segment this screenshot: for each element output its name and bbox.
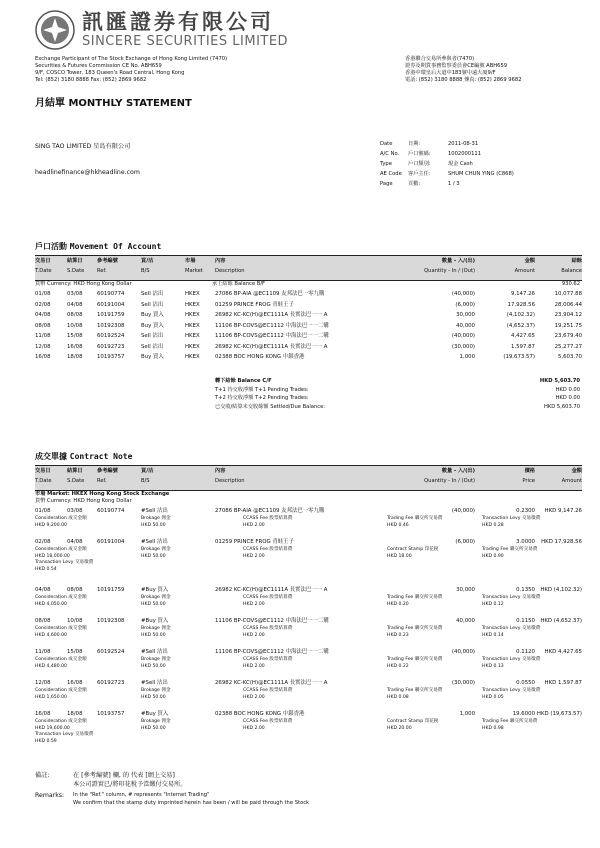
cell-amount: 17,928.56 [507, 301, 535, 308]
cell-tdate: 12/08 [35, 343, 51, 350]
movement-bf-value: 930.62 [561, 281, 580, 287]
cell-market: HKEX [185, 333, 200, 339]
cell-qty: (40,000) [451, 333, 475, 339]
cell-sdate: 04/08 [67, 301, 83, 308]
company-name-en: SINCERE SECURITIES LIMITED [82, 34, 289, 49]
movement-col-header-en: Quantity - In / (Out) [424, 268, 475, 274]
meta-value: SHUM CHUN YING (C868) [448, 171, 514, 177]
movement-col-header-zh: 結算日 [67, 258, 83, 264]
consid-label: Consideration 成交金額 [35, 547, 87, 552]
cell-qty: 30,000 [456, 587, 475, 593]
cell-price: 0.0550 [516, 680, 535, 686]
meta-label: A/C No. [380, 151, 400, 157]
cell-qty: (40,000) [451, 508, 475, 514]
cell-amount: (4,652.37) [506, 322, 535, 329]
contract-col-header-en: S.Date [67, 478, 85, 484]
cell-sdate: 15/08 [67, 333, 83, 339]
cell-bs: #Buy 買入 [141, 618, 169, 624]
ccass-label: CCASS Fee 股票結算費 [243, 595, 293, 600]
table-row [35, 332, 582, 340]
consid-label: Consideration 成交金額 [35, 688, 87, 693]
meta-label-zh: 客戶主任: [408, 171, 431, 177]
cell-desc: 02388 BOC HONG KONG 中銀香港 [215, 354, 305, 360]
cell-bs: #Sell 沽出 [141, 508, 168, 514]
remarks-zh-2: 本公司證實已/將印花稅予當繳付交易所。 [73, 781, 187, 788]
summary-label: 轉下結餘 Balance C/F [215, 378, 272, 384]
brok-label: Brokage 佣金 [141, 719, 171, 724]
ccass-label: CCASS Fee 股票結算費 [243, 516, 293, 521]
cell-desc: 11106 BP-COVS@EC1112 中海法巴一一二購 [215, 322, 329, 329]
movement-col-header-zh: 買/沽 [141, 258, 154, 264]
contract-col-header-zh: 結算日 [67, 468, 83, 474]
cell-qty: (6,000) [455, 301, 475, 308]
fee4-value: HKD 0.28 [482, 522, 504, 528]
brok-label: Brokage 佣金 [141, 657, 171, 662]
cell-ref: 10193757 [97, 711, 125, 717]
contract-col-header-en: B/S [141, 478, 150, 484]
movement-title-en: Movement Of Account [69, 242, 162, 251]
contract-currency: 貨幣 Currency: HKD Hong Kong Dollar [35, 498, 132, 504]
ccass-value: HKD 2.00 [243, 694, 265, 700]
meta-label: Page [380, 181, 393, 187]
statement-title: 月結單 MONTHLY STATEMENT [35, 98, 192, 109]
client-email: headlinefinance@hkheadline.com [35, 169, 140, 176]
brok-value: HKD 50.00 [141, 632, 166, 638]
movement-col-header-en: S.Date [67, 268, 85, 274]
cell-qty: (6,000) [455, 539, 475, 545]
contract-col-header-en: Amount [561, 478, 582, 484]
summary-value: HKD 5,603.70 [539, 378, 580, 384]
ccass-value: HKD 2.00 [243, 601, 265, 607]
cell-qty: (40,000) [451, 291, 475, 297]
ccass-value: HKD 2.00 [243, 663, 265, 669]
cell-bs: Sell 沽出 [141, 301, 164, 308]
cell-ref: 10192308 [97, 618, 125, 624]
contract-col-header-zh: 價格 [524, 468, 535, 474]
contract-title-zh: 成交單據 [35, 452, 67, 461]
info-line: 香港聯合交易所參與者(7470) [405, 56, 475, 62]
fee3-value: HKD 0.08 [387, 694, 409, 700]
info-line: 證券及期貨事務監察委員會CE編號 ABH659 [405, 63, 508, 69]
brok-value: HKD 50.00 [141, 553, 166, 559]
movement-col-header-zh: 數量 - 入/(出) [441, 258, 475, 264]
cell-amount: HKD (4,652.37) [540, 618, 582, 624]
movement-col-header-en: T.Date [35, 268, 52, 274]
summary-label: 已交收/結算未交收餘額 Settled/Due Balance: [215, 403, 326, 410]
cell-balance: 23,679.40 [554, 333, 582, 339]
company-logo [35, 10, 75, 50]
cell-bs: Sell 沽出 [141, 333, 164, 339]
cell-desc: 26982 KC-KC(H)@EC1111A 長實法巴一一 A [215, 312, 328, 318]
fee5-label: Transaction Levy 交易徵費 [35, 560, 94, 565]
consid-value: HKD 4,480.00 [35, 663, 67, 669]
contract-row [35, 587, 582, 619]
cell-sdate: 03/08 [67, 508, 83, 514]
meta-label-zh: 戶口號碼: [408, 151, 431, 157]
meta-value: 1002000111 [448, 151, 482, 157]
cell-tdate: 12/08 [35, 680, 51, 686]
brok-label: Brokage 佣金 [141, 595, 171, 600]
contract-col-header-zh: 數量 - 入/(出) [441, 468, 475, 474]
movement-col-header-en: Ref. [97, 268, 107, 274]
cell-tdate: 08/08 [35, 618, 51, 624]
cell-bs: Sell 沽出 [141, 291, 164, 297]
cell-ref: 10192308 [97, 322, 125, 329]
cell-amount: HKD 4,427.65 [544, 649, 582, 655]
cell-amount: (4,102.32) [506, 312, 535, 318]
fee4-value: HKD 0.98 [482, 725, 504, 731]
movement-title [35, 242, 161, 252]
contract-col-header-zh: 參考編號 [97, 468, 118, 474]
cell-bs: Buy 買入 [141, 322, 164, 329]
meta-label-zh: 日期: [408, 141, 421, 147]
contract-title-en: Contract Note [69, 452, 133, 461]
contract-market: 市場 Market: HKEX Hong Kong Stock Exchange [35, 491, 170, 497]
ccass-label: CCASS Fee 股票結算費 [243, 688, 293, 693]
consid-label: Consideration 成交金額 [35, 719, 87, 724]
remarks-label-en: Remarks: [35, 792, 65, 799]
fee4-label: Transaction Levy 交易徵費 [482, 516, 541, 521]
brok-value: HKD 50.00 [141, 725, 166, 731]
meta-label-zh: 頁數: [408, 181, 421, 187]
cell-qty: 1,000 [459, 711, 475, 717]
movement-col-header-zh: 市場 [185, 258, 196, 264]
cell-qty: (40,000) [451, 649, 475, 655]
cell-balance: 10,077.88 [554, 291, 582, 297]
cell-qty: 40,000 [456, 322, 475, 329]
fee4-label: Transaction Levy 交易徵費 [482, 626, 541, 631]
ccass-value: HKD 2.00 [243, 522, 265, 528]
cell-sdate: 04/08 [67, 539, 83, 545]
movement-col-header-en: Amount [514, 268, 535, 274]
cell-tdate: 01/08 [35, 508, 51, 514]
remarks-zh-1: 在 [參考編號] 欄, 的 代表 [網上交易] [73, 772, 175, 779]
info-line: Exchange Participant of The Stock Exchange of Hong Kong Limited (7470) [35, 56, 228, 62]
cell-desc: 27086 BP-AIA @EC1109 友邦法巴一零九購 [215, 291, 325, 297]
cell-bs: Buy 買入 [141, 354, 164, 360]
fee3-value: HKD 18.00 [387, 553, 412, 559]
table-row [35, 322, 582, 330]
contract-row [35, 618, 582, 650]
consid-value: HKD 4,600.00 [35, 632, 67, 638]
movement-title-zh: 戶口活動 [35, 242, 67, 251]
info-line: Tel: (852) 3180 8888 Fax: (852) 2869 9682 [35, 77, 147, 83]
cell-tdate: 04/08 [35, 312, 51, 318]
contract-col-header-zh: 內容 [215, 468, 226, 474]
movement-currency: 貨幣 Currency: HKD Hong Kong Dollar [35, 281, 132, 287]
cell-qty: (30,000) [451, 343, 475, 350]
contract-col-header-en: Ref. [97, 478, 107, 484]
cell-balance: 28,006.44 [554, 301, 582, 308]
cell-balance: 5,603.70 [557, 354, 582, 360]
fee4-label: Trading Fee 聯交所交易費 [482, 719, 538, 724]
cell-desc: 02388 BOC HONG KONG 中銀香港 [215, 711, 305, 717]
brok-label: Brokage 佣金 [141, 516, 171, 521]
company-info-en [35, 56, 227, 84]
movement-col-header-en: B/S [141, 268, 150, 274]
brok-label: Brokage 佣金 [141, 547, 171, 552]
table-row [35, 290, 582, 298]
fee5-label: Transaction Levy 交易徵費 [35, 732, 94, 737]
table-row [35, 301, 582, 309]
fee3-value: HKD 0.22 [387, 663, 409, 669]
movement-col-header-zh: 交易日 [35, 258, 51, 264]
remarks-en-1: In the "Ref." column, # represents "Internet Trading" [73, 792, 210, 798]
brok-label: Brokage 佣金 [141, 626, 171, 631]
contract-col-header-en: Price [522, 478, 535, 484]
cell-amount: HKD 1,597.87 [544, 680, 582, 686]
cell-desc: 01259 PRINCE FROG 青蛙王子 [215, 301, 294, 308]
cell-bs: #Buy 買入 [141, 587, 169, 593]
cell-tdate: 01/08 [35, 291, 51, 297]
cell-qty: 40,000 [456, 618, 475, 624]
cell-sdate: 15/08 [67, 649, 83, 655]
consid-value: HKD 18,000.00 [35, 553, 70, 559]
contract-row [35, 649, 582, 681]
cell-sdate: 10/08 [67, 618, 83, 624]
cell-tdate: 04/08 [35, 587, 51, 593]
cell-qty: 1,000 [459, 354, 475, 360]
ccass-label: CCASS Fee 股票結算費 [243, 547, 293, 552]
cell-amount: (19,673.57) [503, 354, 535, 360]
cell-ref: 60192723 [97, 680, 125, 686]
cell-qty: (30,000) [451, 680, 475, 686]
cell-balance: 25,277.27 [554, 343, 582, 350]
consid-label: Consideration 成交金額 [35, 626, 87, 631]
movement-col-header-en: Description [215, 268, 245, 274]
remarks-label-zh: 備註: [35, 772, 50, 779]
fee5-value: HKD 0.59 [35, 738, 57, 744]
brok-label: Brokage 佣金 [141, 688, 171, 693]
consid-label: Consideration 成交金額 [35, 595, 87, 600]
cell-amount: HKD 9,147.26 [544, 508, 582, 514]
cell-amount: HKD (4,102.32) [540, 587, 582, 593]
cell-tdate: 02/08 [35, 539, 51, 545]
consid-value: HKD 1,650.00 [35, 694, 67, 700]
brok-value: HKD 50.00 [141, 694, 166, 700]
movement-col-header-zh: 內容 [215, 258, 226, 264]
movement-bf-label: 承上結餘 Balance B/F [212, 281, 266, 287]
contract-col-header-en: Quantity - In / (Out) [424, 478, 475, 484]
cell-price: 19.6000 [512, 711, 535, 717]
table-row [35, 311, 582, 319]
cell-amount: HKD (19,673.57) [536, 711, 582, 717]
fee3-label: Trading Fee 聯交所交易費 [387, 626, 443, 631]
cell-desc: 27086 BP-AIA @EC1109 友邦法巴一零九購 [215, 508, 325, 514]
info-line: Securities & Futures Commission CE No. ABH659 [35, 63, 162, 69]
cell-ref: 60190774 [97, 508, 125, 514]
cell-sdate: 16/08 [67, 343, 83, 350]
movement-col-header-zh: 參考編號 [97, 258, 118, 264]
meta-value: 2011-08-31 [448, 141, 479, 147]
info-line: 香港中環皇后大道中183號中遠大廈9/F [405, 70, 496, 76]
cell-amount: 4,427.65 [510, 333, 535, 339]
cell-sdate: 08/08 [67, 312, 83, 318]
cell-sdate: 18/08 [67, 711, 83, 717]
meta-label-zh: 戶口類別: [408, 161, 431, 167]
fee4-value: HKD 0.05 [482, 694, 504, 700]
cell-bs: Sell 沽出 [141, 343, 164, 350]
cell-ref: 60191004 [97, 539, 125, 545]
cell-market: HKEX [185, 322, 200, 329]
cell-tdate: 08/08 [35, 322, 51, 329]
ccass-value: HKD 2.00 [243, 632, 265, 638]
consid-value: HKD 9,200.00 [35, 522, 67, 528]
cell-qty: 30,000 [456, 312, 475, 318]
fee4-value: HKD 0.14 [482, 632, 504, 638]
contract-col-header-en: T.Date [35, 478, 52, 484]
fee4-label: Transaction Levy 交易徵費 [482, 595, 541, 600]
cell-tdate: 16/08 [35, 711, 51, 717]
consid-label: Consideration 成交金額 [35, 657, 87, 662]
company-info-zh [405, 56, 522, 84]
summary-value: HKD 0.00 [555, 395, 580, 401]
contract-col-header-zh: 買/沽 [141, 468, 154, 474]
cell-market: HKEX [185, 343, 200, 350]
consid-value: HKD 19,600.00 [35, 725, 70, 731]
cell-ref: 60192524 [97, 649, 125, 655]
contract-title [35, 452, 132, 462]
cell-sdate: 08/08 [67, 587, 83, 593]
fee3-value: HKD 0.20 [387, 601, 409, 607]
consid-label: Consideration 成交金額 [35, 516, 87, 521]
cell-desc: 26982 KC-KC(H)@EC1111A 長實法巴一一 A [215, 587, 328, 593]
fee3-value: HKD 20.00 [387, 725, 412, 731]
table-row [35, 343, 582, 351]
fee3-value: HKD 0.46 [387, 522, 409, 528]
fee3-label: Contract Stamp 印花稅 [387, 547, 439, 552]
meta-value: 1 / 3 [448, 181, 460, 187]
brok-value: HKD 50.00 [141, 601, 166, 607]
cell-tdate: 16/08 [35, 354, 51, 360]
cell-price: 0.2300 [516, 508, 535, 514]
ccass-label: CCASS Fee 股票結算費 [243, 657, 293, 662]
fee4-value: HKD 0.12 [482, 601, 504, 607]
client-name: SING TAO LIMITED 星島有限公司 [35, 143, 131, 150]
cell-price: 0.1120 [516, 649, 535, 655]
meta-label: Date [380, 141, 393, 147]
cell-sdate: 16/08 [67, 680, 83, 686]
movement-col-header-en: Balance [561, 268, 582, 274]
info-line: 9/F, COSCO Tower, 183 Queen's Road Central, Hong Kong [35, 70, 185, 76]
movement-col-header-zh: 結餘 [571, 258, 582, 264]
cell-market: HKEX [185, 291, 200, 297]
remarks-en-2: We confirm that the stamp duty imprinted herein has been / will be paid through the Stock [73, 800, 310, 806]
summary-value: HKD 0.00 [555, 386, 580, 393]
info-line: 電話: (852) 3180 8888 傳真: (852) 2869 9682 [405, 77, 522, 83]
fee3-value: HKD 0.23 [387, 632, 409, 638]
ccass-label: CCASS Fee 股票結算費 [243, 626, 293, 631]
fee5-value: HKD 0.54 [35, 566, 57, 572]
cell-tdate: 02/08 [35, 301, 51, 308]
fee3-label: Trading Fee 聯交所交易費 [387, 595, 443, 600]
summary-label: T+1 待交收淨額 T+1 Pending Trades: [215, 386, 309, 393]
cell-sdate: 03/08 [67, 291, 83, 297]
cell-desc: 11106 BP-COVS@EC1112 中海法巴一一二購 [215, 333, 329, 339]
cell-desc: 26982 KC-KC(H)@EC1111A 長實法巴一一 A [215, 680, 328, 686]
contract-row [35, 508, 582, 540]
movement-header [35, 255, 582, 281]
movement-col-header-en: Market [185, 268, 203, 274]
cell-tdate: 11/08 [35, 649, 51, 655]
cell-tdate: 11/08 [35, 333, 51, 339]
cell-price: 3.0000 [516, 539, 535, 545]
cell-bs: #Sell 沽出 [141, 539, 168, 545]
table-row [35, 353, 582, 361]
fee4-label: Transaction Levy 交易徵費 [482, 657, 541, 662]
cell-sdate: 10/08 [67, 322, 83, 329]
ccass-value: HKD 2.00 [243, 725, 265, 731]
cell-amount: 9,147.26 [510, 291, 535, 297]
cell-bs: Buy 買入 [141, 312, 164, 318]
contract-row [35, 539, 582, 571]
cell-bs: #Sell 沽出 [141, 680, 168, 686]
cell-ref: 60191004 [97, 301, 125, 308]
contract-row [35, 680, 582, 712]
ccass-value: HKD 2.00 [243, 553, 265, 559]
cell-amount: HKD 17,928.56 [541, 539, 582, 545]
contract-row [35, 711, 582, 743]
cell-balance: 23,904.12 [554, 312, 582, 318]
brok-value: HKD 50.00 [141, 522, 166, 528]
company-name-zh: 訊匯證券有限公司 [82, 10, 274, 34]
cell-desc: 26982 KC-KC(H)@EC1111A 長實法巴一一 A [215, 343, 328, 350]
ccass-label: CCASS Fee 股票結算費 [243, 719, 293, 724]
fee4-label: Trading Fee 聯交所交易費 [482, 547, 538, 552]
cell-ref: 10193757 [97, 354, 125, 360]
cell-ref: 60192524 [97, 333, 125, 339]
summary-value: HKD 5,603.70 [543, 403, 580, 410]
fee3-label: Trading Fee 聯交所交易費 [387, 657, 443, 662]
cell-ref: 10191759 [97, 587, 125, 593]
summary-label: T+2 待交收淨額 T+2 Pending Trades: [215, 395, 309, 401]
fee3-label: Trading Fee 聯交所交易費 [387, 688, 443, 693]
cell-amount: 1,597.87 [510, 343, 535, 350]
fee4-value: HKD 0.13 [482, 663, 504, 669]
brok-value: HKD 50.00 [141, 663, 166, 669]
cell-balance: 19,251.75 [554, 322, 582, 329]
consid-value: HKD 4,050.00 [35, 601, 67, 607]
cell-bs: #Sell 沽出 [141, 649, 168, 655]
cell-market: HKEX [185, 301, 200, 308]
movement-col-header-zh: 金額 [524, 258, 535, 264]
contract-col-header-zh: 交易日 [35, 468, 51, 474]
contract-col-header-zh: 金額 [571, 468, 582, 474]
cell-desc: 11106 BP-COVS@EC1112 中海法巴一一二購 [215, 618, 329, 624]
fee3-label: Contract Stamp 印花稅 [387, 719, 439, 724]
cell-ref: 60190774 [97, 291, 125, 297]
meta-value: 現金 Cash [448, 161, 473, 167]
cell-ref: 10191759 [97, 312, 125, 318]
cell-sdate: 18/08 [67, 354, 83, 360]
cell-price: 0.1350 [516, 587, 535, 593]
contract-header [35, 465, 582, 491]
meta-label: Type [380, 161, 392, 167]
fee4-value: HKD 0.90 [482, 553, 504, 559]
meta-label: AE Code [380, 171, 402, 177]
cell-market: HKEX [185, 354, 200, 360]
cell-ref: 60192723 [97, 343, 125, 350]
cell-desc: 01259 PRINCE FROG 青蛙王子 [215, 539, 294, 545]
cell-price: 0.1150 [516, 618, 535, 624]
contract-col-header-en: Description [215, 478, 245, 484]
cell-bs: #Buy 買入 [141, 711, 169, 717]
fee3-label: Trading Fee 聯交所交易費 [387, 516, 443, 521]
fee4-label: Transaction Levy 交易徵費 [482, 688, 541, 693]
cell-desc: 11106 BP-COVS@EC1112 中海法巴一一二購 [215, 649, 329, 655]
cell-market: HKEX [185, 312, 200, 318]
